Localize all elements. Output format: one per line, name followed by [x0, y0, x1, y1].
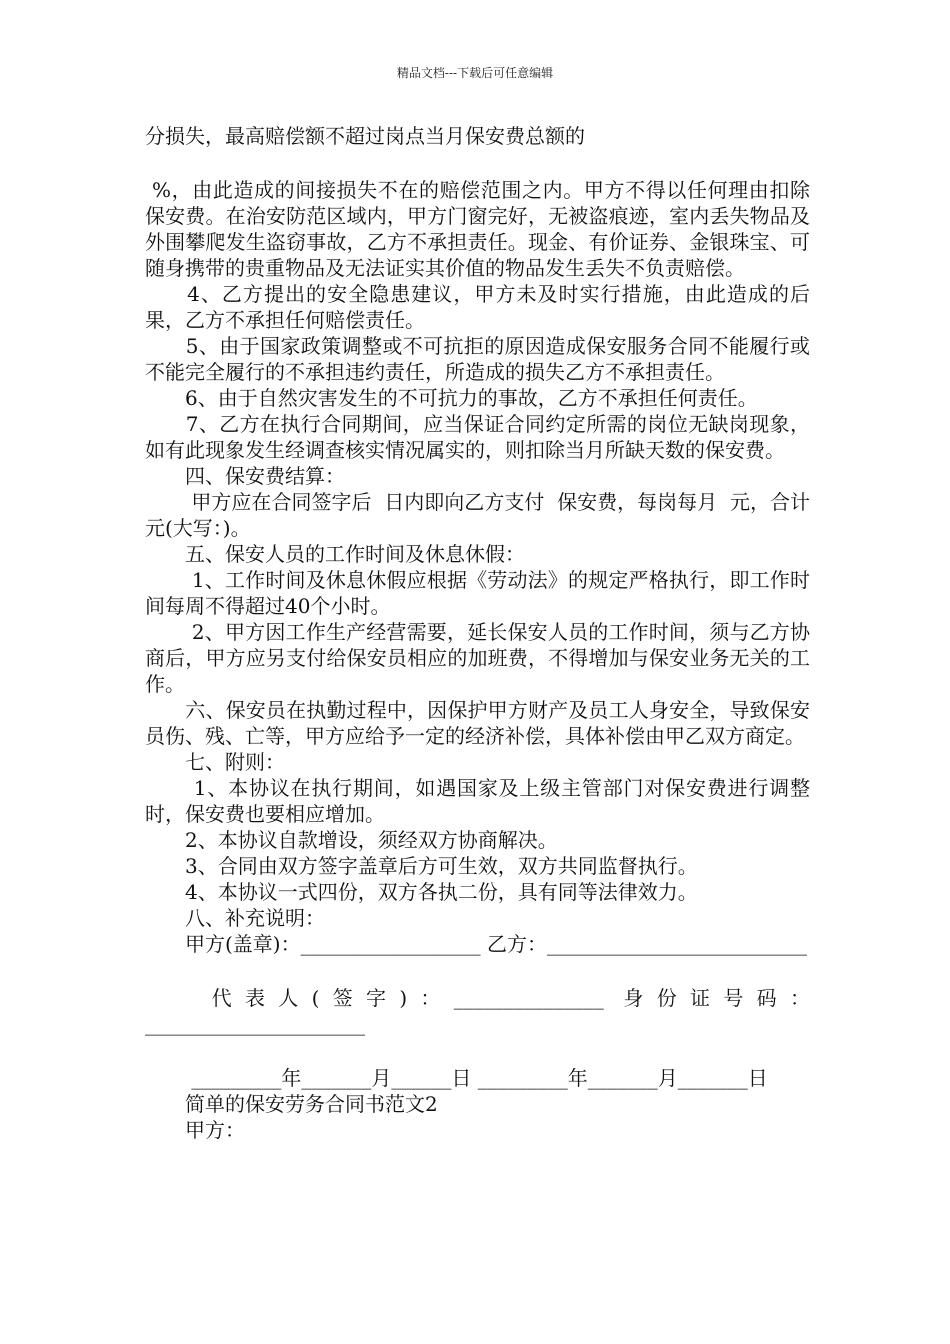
- date-line: _________年_______月______日 _________年_______月_______日: [145, 1066, 768, 1090]
- section-heading-4: 四、保安费结算：: [145, 464, 345, 488]
- section-heading-5: 五、保安人员的工作时间及休息休假：: [145, 542, 525, 566]
- section-heading-6: 六、保安员在执勤过程中，因保护甲方财产及员工人身安全，导致保安员伤、残、亡等，甲方应给予一定的经济补偿，具体补偿由甲乙双方商定。: [145, 698, 810, 748]
- paragraph-appendix-4: 4、本协议一式四份，双方各执二份，具有同等法律效力。: [145, 880, 698, 904]
- paragraph-6: 7、乙方在执行合同期间，应当保证合同约定所需的岗位无缺岗现象，如有此现象发生经调查核实情况属实的，则扣除当月所缺天数的保安费。: [145, 412, 810, 462]
- paragraph-appendix-1: 1、本协议在执行期间，如遇国家及上级主管部门对保安费进行调整时，保安费也要相应增加。: [145, 776, 810, 826]
- spacer: [145, 1037, 810, 1065]
- signature-line-representative: 代表人(签字)：_______________ 身份证号码：______________________: [145, 986, 810, 1036]
- paragraph-appendix-2: 2、本协议自款增设，须经双方协商解决。: [145, 828, 558, 852]
- paragraph-payment: 甲方应在合同签字后 日内即向乙方支付 保安费，每岗每月 元，合计 元(大写：)。: [145, 490, 823, 540]
- spacer: [145, 957, 810, 985]
- paragraph-work-1: 1、工作时间及休息休假应根据《劳动法》的规定严格执行，即工作时间每周不得超过40个小时。: [145, 568, 810, 618]
- spacer: [145, 149, 810, 177]
- section-heading-7: 七、附则：: [145, 750, 285, 774]
- section-heading-8: 八、补充说明：: [145, 906, 325, 930]
- next-document-title: 简单的保安劳务合同书范文2: [145, 1092, 438, 1116]
- paragraph-work-2: 2、甲方因工作生产经营需要，延长保安人员的工作时间，须与乙方协商后，甲方应另支付给保安员相应的加班费，不得增加与保安业务无关的工作。: [145, 620, 810, 696]
- document-body: [145, 123, 823, 1143]
- signature-line-party: 甲方(盖章)：__________________ 乙方：__________________________: [145, 932, 807, 956]
- paragraph-4: 5、由于国家政策调整或不可抗拒的原因造成保安服务合同不能履行或不能完全履行的不承担违约责任，所造成的损失乙方不承担责任。: [145, 334, 810, 384]
- paragraph-2: %，由此造成的间接损失不在的赔偿范围之内。甲方不得以任何理由扣除保安费。在治安防范区域内，甲方门窗完好，无被盗痕迹，室内丢失物品及外围攀爬发生盗窃事故，乙方不承担责任。现金、有价证券、金银珠宝、可随身携带的贵重物品及无法证实其价值的物品发生丢失不负责赔偿。: [145, 178, 810, 280]
- page-header: 精品文档---下载后可任意编辑: [396, 66, 554, 80]
- paragraph-3: 4、乙方提出的安全隐患建议，甲方未及时实行措施，由此造成的后果，乙方不承担任何赔偿责任。: [145, 282, 810, 332]
- party-a-label: 甲方：: [145, 1118, 245, 1142]
- paragraph-1: 分损失，最高赔偿额不超过岗点当月保安费总额的: [145, 124, 585, 148]
- paragraph-5: 6、由于自然灾害发生的不可抗力的事故，乙方不承担任何责任。: [145, 386, 758, 410]
- paragraph-appendix-3: 3、合同由双方签字盖章后方可生效，双方共同监督执行。: [145, 854, 698, 878]
